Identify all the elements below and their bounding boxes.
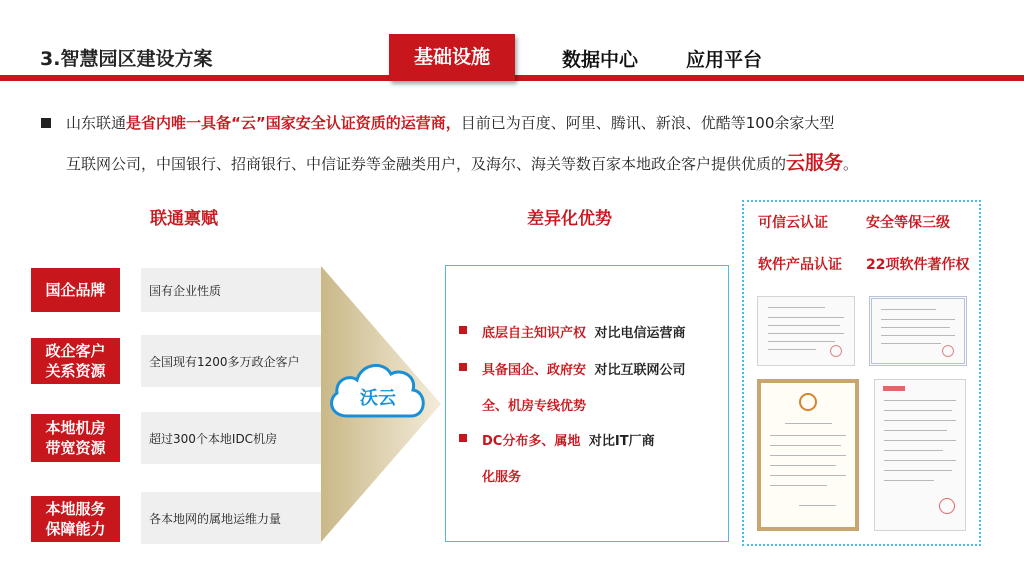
- advantage-item-3: [482, 430, 655, 449]
- cert-label-security-level: 安全等保三级: [866, 215, 950, 231]
- endowment-label-customers: [31, 338, 120, 384]
- intro-line2-text: 互联网公司，中国银行、招商银行、中信证券等金融类用户，及海尔、海关等数百家本地政企客户提供优质的: [66, 155, 787, 173]
- emblem-icon: [799, 393, 817, 411]
- certificate-image-2: [869, 296, 967, 366]
- advantage-item-2: [482, 359, 686, 378]
- left-heading: 联通禀赋: [150, 209, 218, 229]
- tab-infrastructure[interactable]: 基础设施: [389, 34, 515, 81]
- endowment-label-service: [31, 496, 120, 542]
- advantage-text: 底层自主知识产权: [482, 326, 587, 341]
- advantage-compare: 对比互联网公司: [594, 363, 686, 378]
- certificate-image-4: [874, 379, 966, 531]
- cert-label-software-product: 软件产品认证: [758, 257, 842, 273]
- endowment-desc-idc: 超过300个本地IDC机房: [141, 412, 321, 464]
- cert-label-copyrights: 22项软件著作权: [866, 257, 970, 273]
- stamp-icon: [830, 345, 842, 357]
- intro-line-2: [66, 148, 858, 175]
- stamp-icon: [942, 345, 954, 357]
- intro-highlight: 是省内唯一具备“云”国家安全认证资质的运营商，: [126, 114, 461, 132]
- endowment-label-line: 带宽资源: [45, 439, 106, 457]
- endowment-label-line: 保障能力: [45, 520, 106, 538]
- header-mark-icon: [883, 386, 905, 391]
- intro-bullet: [41, 118, 51, 128]
- endowment-label-line: 本地机房: [45, 419, 106, 437]
- endowment-desc-service: 各本地网的属地运维力量: [141, 492, 321, 544]
- advantage-item-2-cont: 全、机房专线优势: [482, 399, 587, 414]
- advantage-compare: 对比IT厂商: [588, 434, 655, 449]
- intro-line2-end: 。: [843, 155, 859, 173]
- tab-data-center[interactable]: 数据中心: [562, 49, 639, 71]
- advantage-text: 具备国企、政府安: [482, 363, 587, 378]
- endowment-desc-brand: 国有企业性质: [141, 268, 321, 312]
- endowment-label-line: 政企客户: [45, 342, 106, 360]
- advantage-item-1: [482, 322, 686, 341]
- endowment-label-brand: [31, 268, 120, 312]
- advantage-bullet: [459, 326, 467, 334]
- intro-prefix: 山东联通: [66, 114, 127, 132]
- advantage-bullet: [459, 363, 467, 371]
- certificate-image-3: [757, 379, 859, 531]
- endowment-label-line: 关系资源: [45, 362, 106, 380]
- middle-heading: 差异化优势: [527, 209, 612, 229]
- intro-suffix: 目前已为百度、阿里、腾讯、新浪、优酷等100余家大型: [460, 114, 835, 132]
- endowment-label-idc: [31, 414, 120, 462]
- page-title: 3.智慧园区建设方案: [40, 48, 213, 70]
- certificate-image-1: [757, 296, 855, 366]
- tab-application-platform[interactable]: 应用平台: [686, 49, 763, 71]
- stamp-icon: [939, 498, 955, 514]
- cert-label-trusted-cloud: 可信云认证: [758, 215, 828, 231]
- endowment-label-line: 本地服务: [45, 500, 106, 518]
- advantage-compare: 对比电信运营商: [594, 326, 686, 341]
- endowment-desc-customers: 全国现有1200多万政企客户: [141, 335, 321, 387]
- cloud-label: 沃云: [360, 388, 396, 409]
- advantage-item-3-cont: 化服务: [482, 470, 522, 485]
- advantage-text: DC分布多、属地: [482, 434, 581, 449]
- endowment-label-line: 国企品牌: [45, 281, 106, 299]
- intro-line-1: [66, 112, 834, 133]
- intro-cloud-service: 云服务: [786, 152, 844, 174]
- advantage-bullet: [459, 434, 467, 442]
